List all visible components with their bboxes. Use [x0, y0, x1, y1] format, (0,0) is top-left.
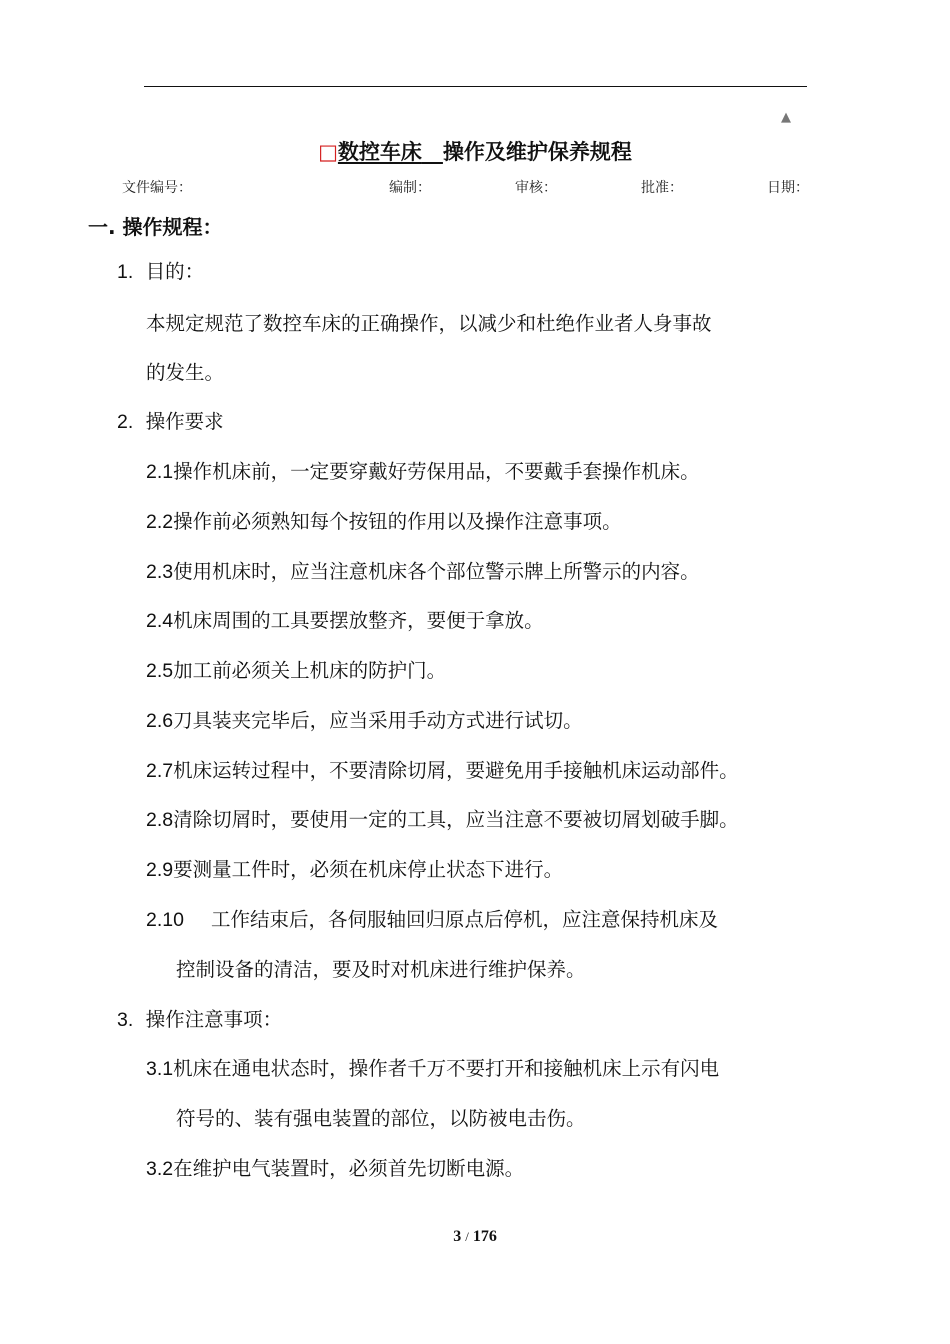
meta-author: 编制： — [389, 180, 431, 196]
sub-item — [146, 758, 739, 784]
sub-item-number: 2.7 — [146, 760, 174, 782]
sub-item — [146, 608, 544, 634]
sub-item-text: 在维护电气装置时，必须首先切断电源。 — [173, 1157, 525, 1180]
page-current: 3 — [453, 1228, 462, 1245]
page-separator: / — [465, 1229, 469, 1244]
checkbox-icon: □ — [318, 140, 338, 164]
item-label: 目的： — [145, 260, 205, 283]
paragraph-line: 本规定规范了数控车床的正确操作，以减少和杜绝作业者人身事故 — [146, 312, 712, 335]
sub-item-text: 操作前必须熟知每个按钮的作用以及操作注意事项。 — [173, 510, 622, 533]
section-heading: 一. 操作规程： — [88, 215, 223, 239]
sub-item-text: 要测量工件时，必须在机床停止状态下进行。 — [173, 858, 564, 881]
sub-item-number: 2.3 — [146, 561, 174, 583]
meta-approve: 批准： — [641, 180, 683, 196]
item-number: 3. — [117, 1009, 134, 1031]
sub-item-text: 机床运转过程中，不要清除切屑，要避免用手接触机床运动部件。 — [173, 759, 739, 782]
page-total: 176 — [472, 1228, 497, 1245]
triangle-marker-icon: ▲ — [781, 110, 791, 125]
meta-date: 日期： — [767, 180, 809, 196]
sub-item-number: 2.9 — [146, 859, 174, 881]
sub-item — [146, 857, 563, 883]
sub-item-text: 加工前必须关上机床的防护门。 — [173, 659, 447, 682]
item-number: 2. — [117, 411, 134, 433]
sub-item — [146, 509, 622, 535]
document-title — [0, 136, 950, 166]
sub-item-number: 2.5 — [146, 660, 174, 682]
item-3 — [117, 1007, 282, 1033]
sub-item-number: 2.10 — [146, 909, 184, 931]
sub-item-text: 工作结束后，各伺服轴回归原点后停机，应注意保持机床及 — [210, 908, 718, 931]
sub-item-number: 3.2 — [146, 1158, 174, 1180]
sub-item — [146, 807, 739, 833]
sub-item — [146, 708, 583, 734]
sub-item-text: 机床在通电状态时，操作者千万不要打开和接触机床上示有闪电 — [173, 1057, 720, 1080]
sub-item-number: 2.2 — [146, 511, 174, 533]
item-number: 1. — [117, 261, 134, 283]
item-label: 操作要求 — [145, 410, 224, 433]
item-label: 操作注意事项： — [145, 1008, 283, 1031]
sub-item — [146, 459, 700, 485]
sub-item-continuation: 控制设备的清洁，要及时对机床进行维护保养。 — [176, 958, 586, 981]
sub-item-number: 2.4 — [146, 610, 174, 632]
sub-item — [146, 907, 718, 933]
paragraph-line: 的发生。 — [146, 361, 225, 384]
sub-item-text: 操作机床前，一定要穿戴好劳保用品，不要戴手套操作机床。 — [173, 460, 700, 483]
sub-item-number: 2.1 — [146, 461, 174, 483]
page-number — [0, 1228, 950, 1246]
sub-item-number: 3.1 — [146, 1058, 174, 1080]
sub-item-continuation: 符号的、装有强电装置的部位，以防被电击伤。 — [176, 1107, 586, 1130]
meta-review: 审核： — [515, 180, 557, 196]
sub-item-number: 2.6 — [146, 710, 174, 732]
sub-item-text: 机床周围的工具要摆放整齐，要便于拿放。 — [173, 609, 544, 632]
title-rest: 操作及维护保养规程 — [442, 140, 632, 164]
item-2 — [117, 409, 224, 435]
sub-item — [146, 1156, 524, 1182]
sub-item-text: 使用机床时，应当注意机床各个部位警示牌上所警示的内容。 — [173, 560, 700, 583]
sub-item-text: 刀具装夹完毕后，应当采用手动方式进行试切。 — [173, 709, 583, 732]
header-rule — [144, 86, 807, 87]
sub-item-number: 2.8 — [146, 809, 174, 831]
sub-item — [146, 658, 446, 684]
sub-item — [146, 559, 700, 585]
item-1 — [117, 259, 204, 285]
title-gap — [422, 140, 443, 164]
title-machine-name: 数控车床 — [337, 140, 422, 164]
sub-item — [146, 1056, 719, 1082]
meta-doc-no: 文件编号： — [122, 180, 192, 196]
sub-item-text: 清除切屑时，要使用一定的工具，应当注意不要被切屑划破手脚。 — [173, 808, 739, 831]
